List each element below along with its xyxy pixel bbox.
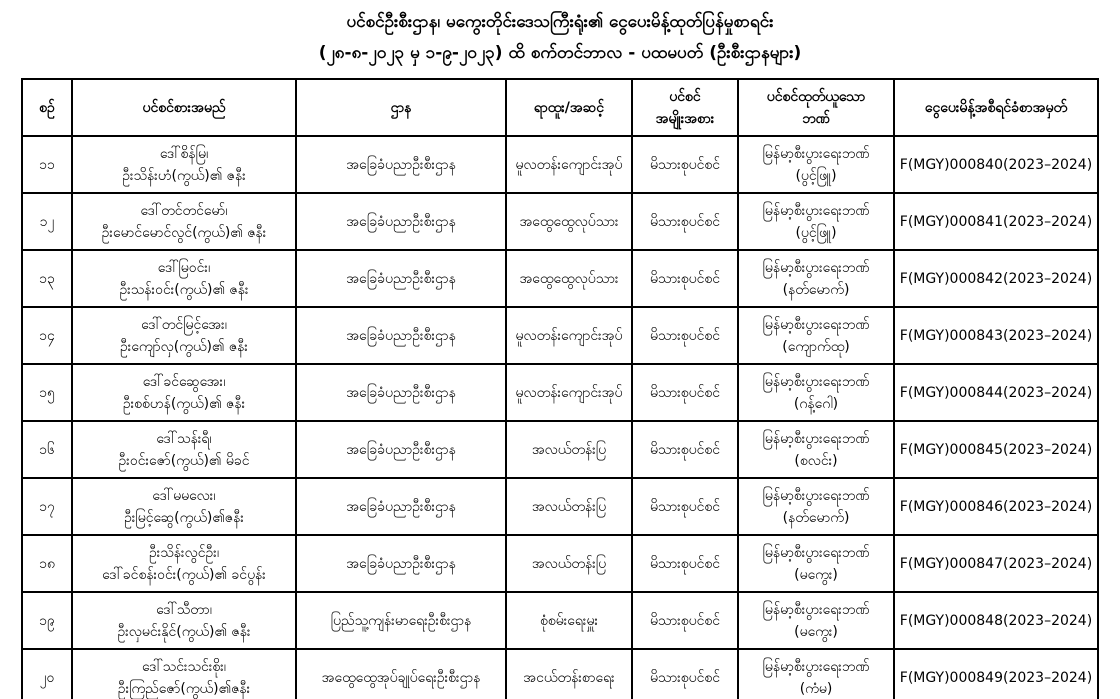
cell-pension-type [632,649,738,699]
cell-text-line: ပင်စင်ထုတ်ယူသော [766,88,866,105]
cell-text-line: အထွေထွေအုပ်ချုပ်ရေးဦးစီးဌာန [321,669,481,686]
cell-text-line: မိသားစုပင်စင် [649,498,721,515]
cell-position [506,364,632,421]
cell-pension-type [632,478,738,535]
cell-serial [22,421,72,478]
cell-department [296,535,506,592]
cell-text-line: ဒေါ်ခင်ဆွေအေး၊ [142,373,226,390]
cell-text-line: ၁၅ [39,384,55,401]
cell-text-line: အမျိုးအစား [655,110,715,127]
cell-order-number [894,421,1098,478]
cell-position [506,535,632,592]
cell-order-number [894,136,1098,193]
cell-department [296,136,506,193]
cell-text-line: ၁၄ [39,327,55,344]
cell-text-line: ဒေါ်သန်းရီ၊ [156,430,212,447]
cell-text-line: ဒေါ်တင်တင်မော်၊ [140,202,228,219]
cell-text-line: မူလတန်းကျောင်းအုပ် [515,384,623,401]
cell-text-line: အခြေခံပညာဦးစီးဌာန [346,327,456,344]
table-row [22,250,1098,307]
cell-text-line: အခြေခံပညာဦးစီးဌာန [346,213,456,230]
cell-text-line: (ကံမ) [799,680,833,697]
cell-text-line: ဦးသိန်းလွင်ဦး၊ [148,544,220,561]
cell-text-line: ပြည်သူ့ကျန်းမာရေးဦးစီးဌာန [330,612,472,629]
cell-text-line: ဒေါ်သင်းသင်းစိုး၊ [141,658,227,675]
cell-text-line: ဒေါ်မမလေး၊ [152,487,216,504]
cell-text-line: မူလတန်းကျောင်းအုပ် [515,156,623,173]
cell-text-line: ဦးသန်းဝင်း(ကွယ်)၏ ဇနီး [119,281,249,298]
table-body [22,136,1098,699]
table-row [22,193,1098,250]
cell-serial [22,478,72,535]
cell-text-line: F(MGY)000849(2023–2024) [899,669,1093,686]
cell-text-line: ဒေါ်စိန်မြ၊ [159,145,209,162]
cell-position [506,478,632,535]
cell-text-line: မိသားစုပင်စင် [649,270,721,287]
cell-serial [22,535,72,592]
cell-text-line: ဒေါ်တင်မြင့်အေး၊ [141,316,227,333]
cell-order-number [894,592,1098,649]
cell-pensioner-name [72,535,296,592]
cell-text-line: အခြေခံပညာဦးစီးဌာန [346,498,456,515]
cell-text-line: အငယ်တန်းစာရေး [523,669,615,686]
cell-text-line: F(MGY)000844(2023–2024) [899,384,1093,401]
cell-text-line: ဌာန [390,99,412,116]
cell-text-line: ငွေပေးမိန့်အစီရင်ခံစာအမှတ် [924,99,1068,116]
cell-text-line: F(MGY)000840(2023–2024) [899,156,1093,173]
column-header-serial [22,79,72,136]
pension-table [21,78,1099,699]
cell-text-line: ဦးလှမင်းနိုင်(ကွယ်)၏ ဇနီး [117,623,251,640]
cell-text-line: မိသားစုပင်စင် [649,441,721,458]
cell-text-line: F(MGY)000843(2023–2024) [899,327,1093,344]
cell-position [506,307,632,364]
cell-pension-type [632,136,738,193]
cell-text-line: ပင်စင်စားအမည် [142,99,226,116]
cell-serial [22,193,72,250]
cell-text-line: ဦးကျော်လှ(ကွယ်)၏ ဇနီး [120,338,248,355]
cell-text-line: ၁၁ [39,156,55,173]
cell-serial [22,136,72,193]
cell-position [506,592,632,649]
title-line-1: ပင်စင်ဦးစီးဌာန၊ မကွေးတိုင်းဒေသကြီးရုံး၏ ငွေပေးမိန့်ထုတ်ပြန်မှုစာရင်း [346,12,774,32]
cell-bank [738,193,894,250]
cell-text-line: မိသားစုပင်စင် [649,327,721,344]
cell-text-line: F(MGY)000847(2023–2024) [899,555,1093,572]
cell-bank [738,592,894,649]
cell-text-line: ပင်စင် [669,88,701,105]
cell-department [296,250,506,307]
cell-pensioner-name [72,136,296,193]
cell-order-number [894,250,1098,307]
cell-text-line: (နတ်မောက်) [782,509,850,526]
cell-serial [22,649,72,699]
cell-position [506,649,632,699]
cell-text-line: မြန်မာ့စီးပွားရေးဘဏ် [762,544,870,561]
cell-text-line: ဦးစစ်ဟန်(ကွယ်)၏ ဇနီး [122,395,246,412]
cell-pensioner-name [72,649,296,699]
table-row [22,421,1098,478]
cell-bank [738,421,894,478]
cell-department [296,364,506,421]
cell-text-line: အထွေထွေလုပ်သား [519,213,619,230]
cell-bank [738,364,894,421]
cell-text-line: အလယ်တန်းပြ [531,555,607,572]
table-header [22,79,1098,136]
table-row [22,364,1098,421]
cell-text-line: (နတ်မောက်) [782,281,850,298]
cell-bank [738,136,894,193]
cell-text-line: မြန်မာ့စီးပွားရေးဘဏ် [762,430,870,447]
cell-text-line: စုံစမ်းရေးမှူး [539,612,599,629]
cell-pension-type [632,250,738,307]
cell-text-line: ၂၀ [39,669,55,686]
cell-pensioner-name [72,250,296,307]
cell-bank [738,649,894,699]
cell-serial [22,307,72,364]
document-title [0,0,1120,69]
cell-pensioner-name [72,478,296,535]
cell-text-line: အခြေခံပညာဦးစီးဌာန [346,441,456,458]
cell-text-line: ရာထူး/အဆင့် [533,99,605,116]
cell-pensioner-name [72,307,296,364]
title-line-2: (၂၈-၈-၂၀၂၃ မှ ၁-၉-၂၀၂၃) ထိ စက်တင်ဘာလ - ပထမပတ် (ဦးစီးဌာနများ) [318,43,802,63]
cell-text-line: မိသားစုပင်စင် [649,213,721,230]
cell-serial [22,250,72,307]
cell-text-line: (ဂန့်ဂေါ) [793,395,839,412]
cell-text-line: ၁၃ [39,270,55,287]
table-row [22,535,1098,592]
cell-text-line: ဒေါ်မြဝင်း၊ [157,259,211,276]
cell-pensioner-name [72,193,296,250]
cell-text-line: (ပွင့်ဖြူ) [795,167,837,184]
cell-pension-type [632,307,738,364]
cell-text-line: မိသားစုပင်စင် [649,669,721,686]
cell-text-line: F(MGY)000842(2023–2024) [899,270,1093,287]
column-header-bank [738,79,894,136]
cell-text-line: မူလတန်းကျောင်းအုပ် [515,327,623,344]
cell-text-line: F(MGY)000846(2023–2024) [899,498,1093,515]
cell-order-number [894,649,1098,699]
cell-text-line: မြန်မာ့စီးပွားရေးဘဏ် [762,487,870,504]
cell-pension-type [632,364,738,421]
cell-bank [738,250,894,307]
column-header-order-number [894,79,1098,136]
cell-text-line: ဒေါ်သီတာ၊ [156,601,212,618]
cell-text-line: မိသားစုပင်စင် [649,156,721,173]
column-header-department [296,79,506,136]
cell-bank [738,535,894,592]
cell-pensioner-name [72,364,296,421]
cell-department [296,592,506,649]
cell-text-line: အခြေခံပညာဦးစီးဌာန [346,384,456,401]
cell-order-number [894,535,1098,592]
cell-position [506,136,632,193]
cell-bank [738,478,894,535]
cell-department [296,478,506,535]
cell-text-line: အလယ်တန်းပြ [531,498,607,515]
cell-text-line: F(MGY)000848(2023–2024) [899,612,1093,629]
cell-text-line: မြန်မာ့စီးပွားရေးဘဏ် [762,259,870,276]
cell-text-line: ဦးသိန်းဟံ(ကွယ်)၏ ဇနီး [122,167,246,184]
cell-order-number [894,478,1098,535]
cell-department [296,193,506,250]
cell-text-line: (ကျောက်ထု) [782,338,850,355]
cell-pension-type [632,193,738,250]
cell-text-line: အခြေခံပညာဦးစီးဌာန [346,555,456,572]
table-row [22,136,1098,193]
cell-order-number [894,307,1098,364]
cell-text-line: ဒေါ်ခင်စန်းဝင်း(ကွယ်)၏ ခင်ပွန်း [102,566,266,583]
cell-order-number [894,193,1098,250]
cell-order-number [894,364,1098,421]
cell-text-line: အထွေထွေလုပ်သား [519,270,619,287]
table-row [22,478,1098,535]
cell-pensioner-name [72,421,296,478]
cell-bank [738,307,894,364]
cell-text-line: (မကွေး) [794,566,838,583]
cell-text-line: မိသားစုပင်စင် [649,612,721,629]
table-row [22,592,1098,649]
cell-text-line: ဦးမောင်မောင်လွင်(ကွယ်)၏ ဇနီး [101,224,267,241]
cell-text-line: ၁၆ [39,441,55,458]
cell-text-line: ဦးဝင်းဇော်(ကွယ်)၏ မိခင် [118,452,250,469]
cell-text-line: (စလင်း) [794,452,838,469]
cell-text-line: မိသားစုပင်စင် [649,555,721,572]
cell-text-line: ၁၂ [39,213,55,230]
cell-text-line: မိသားစုပင်စင် [649,384,721,401]
cell-text-line: (ပွင့်ဖြူ) [795,224,837,241]
cell-text-line: မြန်မာ့စီးပွားရေးဘဏ် [762,373,870,390]
cell-position [506,250,632,307]
table-row [22,649,1098,699]
cell-text-line: မြန်မာ့စီးပွားရေးဘဏ် [762,601,870,618]
cell-text-line: အခြေခံပညာဦးစီးဌာန [346,156,456,173]
cell-serial [22,592,72,649]
column-header-position [506,79,632,136]
cell-pension-type [632,592,738,649]
cell-text-line: ဦးကြည်ဇော်(ကွယ်)၏ဇနီး [117,680,251,697]
cell-department [296,649,506,699]
cell-text-line: ၁၉ [39,612,55,629]
cell-department [296,421,506,478]
cell-text-line: ဦးမြင့်ဆွေ(ကွယ်)၏ဇနီး [124,509,244,526]
column-header-pensioner-name [72,79,296,136]
cell-text-line: ဘဏ် [802,110,830,127]
cell-text-line: F(MGY)000845(2023–2024) [899,441,1093,458]
cell-pension-type [632,535,738,592]
column-header-pension-type [632,79,738,136]
cell-position [506,193,632,250]
cell-text-line: ၁၈ [39,555,55,572]
cell-text-line: မြန်မာ့စီးပွားရေးဘဏ် [762,202,870,219]
cell-text-line: စဉ် [39,99,55,116]
cell-text-line: အလယ်တန်းပြ [531,441,607,458]
cell-text-line: မြန်မာ့စီးပွားရေးဘဏ် [762,658,870,675]
cell-text-line: ၁၇ [39,498,55,515]
cell-position [506,421,632,478]
cell-text-line: (မကွေး) [794,623,838,640]
cell-department [296,307,506,364]
header-row [22,79,1098,136]
cell-text-line: အခြေခံပညာဦးစီးဌာန [346,270,456,287]
cell-text-line: မြန်မာ့စီးပွားရေးဘဏ် [762,145,870,162]
cell-serial [22,364,72,421]
table-row [22,307,1098,364]
cell-pensioner-name [72,592,296,649]
cell-pension-type [632,421,738,478]
cell-text-line: မြန်မာ့စီးပွားရေးဘဏ် [762,316,870,333]
cell-text-line: F(MGY)000841(2023–2024) [899,213,1093,230]
